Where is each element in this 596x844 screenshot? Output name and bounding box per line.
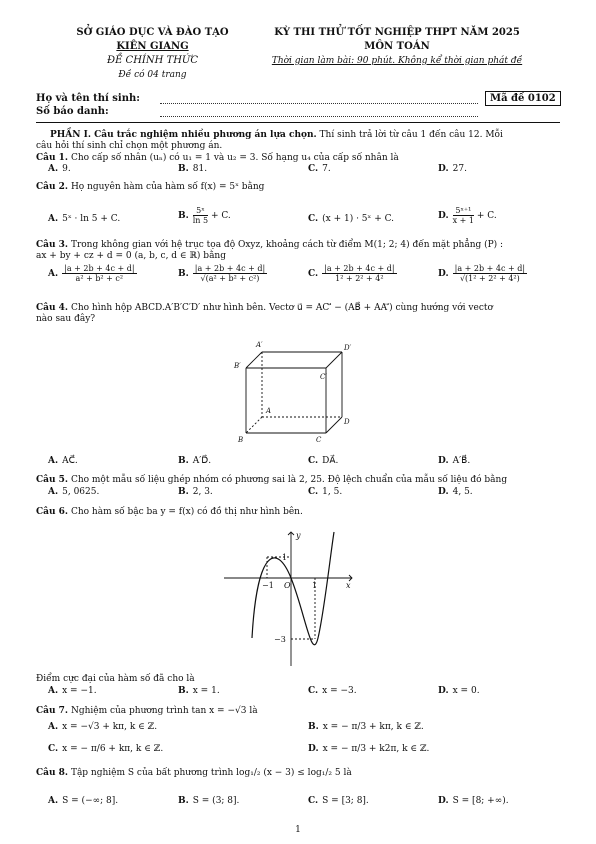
option-text: S = [8; +∞). xyxy=(452,796,509,806)
tick-minus-one: −1 xyxy=(262,581,274,590)
option-text: + C. xyxy=(208,211,231,221)
official-label: ĐỀ CHÍNH THỨC xyxy=(107,55,198,66)
q7-option-a[interactable] xyxy=(48,722,157,733)
tick-one-y: 1 xyxy=(282,553,288,562)
origin-label: O xyxy=(284,581,291,590)
q8-option-b[interactable] xyxy=(178,796,239,807)
option-key: D. xyxy=(438,686,449,696)
y-axis-label: y xyxy=(296,531,301,540)
header-left xyxy=(50,26,255,82)
x-axis-label: x xyxy=(346,581,351,590)
question-2 xyxy=(36,182,560,193)
option-text: 5ˣ · ln 5 + C. xyxy=(62,214,121,224)
option-key: B. xyxy=(178,487,189,497)
question-1 xyxy=(36,153,560,164)
q3-option-b[interactable] xyxy=(178,264,267,283)
q3-option-c[interactable] xyxy=(308,264,397,283)
option-key: B. xyxy=(178,269,189,279)
q7-option-b[interactable] xyxy=(308,722,424,733)
option-text: 1, 5. xyxy=(322,487,343,497)
option-key: C. xyxy=(308,487,319,497)
fraction xyxy=(322,264,396,283)
option-key: D. xyxy=(438,456,449,466)
question-5 xyxy=(36,475,560,486)
question-text: Họ nguyên hàm của hàm số f(x) = 5ˣ bằng xyxy=(68,182,265,192)
page-count: Đề có 04 trang xyxy=(118,70,187,80)
part1-heading xyxy=(50,130,560,141)
option-key: C. xyxy=(308,214,319,224)
option-text: S = (3; 8]. xyxy=(192,796,240,806)
option-key: B. xyxy=(178,456,189,466)
q2-option-b[interactable] xyxy=(178,206,231,225)
vertex-a1: A′ xyxy=(256,341,263,349)
option-key: C. xyxy=(48,744,59,754)
vertex-c1: C′ xyxy=(320,373,327,381)
vertex-a: A xyxy=(266,407,272,415)
part1-title: PHẦN I. Câu trắc nghiệm nhiều phương án lựa chọn. xyxy=(50,130,317,140)
option-text: x = 0. xyxy=(452,686,480,696)
question-text: Cho hàm số bậc ba y = f(x) có đồ thị như hình bên. xyxy=(68,507,303,517)
question-label: Câu 2. xyxy=(36,182,69,192)
option-text: x = −√3 + kπ, k ∈ ℤ. xyxy=(62,722,158,732)
question-4 xyxy=(36,303,560,314)
header-divider xyxy=(36,122,560,123)
option-text: x = − π/3 + kπ, k ∈ ℤ. xyxy=(322,722,424,732)
option-key: C. xyxy=(308,164,319,174)
question-label: Câu 8. xyxy=(36,768,69,778)
option-key: B. xyxy=(178,686,189,696)
option-key: D. xyxy=(438,211,449,221)
q4-option-c[interactable] xyxy=(308,456,338,467)
option-key: A. xyxy=(48,686,59,696)
option-text: (x + 1) · 5ˣ + C. xyxy=(322,214,395,224)
option-text: x = 1. xyxy=(192,686,220,696)
q4-option-a[interactable] xyxy=(48,456,78,467)
q1-option-c[interactable] xyxy=(308,164,331,175)
option-text: 9. xyxy=(62,164,71,174)
q1-option-a[interactable] xyxy=(48,164,71,175)
option-key: D. xyxy=(308,744,319,754)
question-text: Cho một mẫu số liệu ghép nhóm có phương sai là 2, 25. Độ lệch chuẩn của mẫu số liệu đó bằng xyxy=(68,475,508,485)
q1-option-d[interactable] xyxy=(438,164,467,175)
option-text: A′D⃗. xyxy=(192,456,212,466)
question-label: Câu 3. xyxy=(36,240,69,250)
question-label: Câu 7. xyxy=(36,706,69,716)
option-key: B. xyxy=(308,722,319,732)
question-text: Trong không gian với hệ trục tọa độ Oxyz, khoảng cách từ điểm M(1; 2; 4) đến mặt phẳng (P) : xyxy=(68,240,504,250)
option-text: x = − π/6 + kπ, k ∈ ℤ. xyxy=(62,744,164,754)
q2-option-c[interactable] xyxy=(308,214,394,225)
question-7 xyxy=(36,706,560,717)
q6-option-d[interactable] xyxy=(438,686,480,697)
question-label: Câu 1. xyxy=(36,153,69,163)
numerator: |a + 2b + 4c + d| xyxy=(194,264,266,273)
option-key: B. xyxy=(178,211,189,221)
option-text: DA⃗. xyxy=(322,456,339,466)
denominator: a² + b² + c² xyxy=(75,274,124,283)
question-text: Cho cấp số nhân (uₙ) có u₁ = 1 và u₂ = 3. Số hạng u₄ của cấp số nhân là xyxy=(68,153,399,163)
question-label: Câu 6. xyxy=(36,507,69,517)
option-key: A. xyxy=(48,456,59,466)
q4-option-d[interactable] xyxy=(438,456,470,467)
option-text: 5, 0625. xyxy=(62,487,100,497)
question-8 xyxy=(36,768,560,779)
student-id-field[interactable] xyxy=(160,107,478,117)
part1-instructions: Thí sinh trả lời từ câu 1 đến câu 12. Mỗi xyxy=(316,130,503,140)
numerator: 5ˣ⁺¹ xyxy=(453,206,474,216)
q5-option-c[interactable] xyxy=(308,487,342,498)
time-note: Thời gian làm bài: 90 phút. Không kể thời gian phát đề xyxy=(271,56,523,66)
option-text: A′B⃗. xyxy=(452,456,471,466)
q6-option-b[interactable] xyxy=(178,686,220,697)
fraction xyxy=(193,206,208,225)
department-name: SỞ GIÁO DỤC VÀ ĐÀO TẠO xyxy=(76,27,229,38)
question-3 xyxy=(36,240,560,251)
q5-option-a[interactable] xyxy=(48,487,99,498)
option-key: D. xyxy=(438,487,449,497)
edge-d1c1 xyxy=(326,352,342,368)
q6-option-a[interactable] xyxy=(48,686,97,697)
question-3-line2: ax + by + cz + d = 0 (a, b, c, d ∈ ℝ) bằng xyxy=(36,251,226,261)
denominator: ln 5 xyxy=(192,216,209,225)
denominator: 1² + 2² + 4² xyxy=(335,274,384,283)
option-key: B. xyxy=(178,164,189,174)
q8-option-a[interactable] xyxy=(48,796,118,807)
vertex-b1: B′ xyxy=(234,362,241,370)
question-6-prompt: Điểm cực đại của hàm số đã cho là xyxy=(36,674,195,684)
option-text: AC⃗. xyxy=(62,456,78,466)
option-key: C. xyxy=(308,796,319,806)
denominator: √(a² + b² + c²) xyxy=(200,274,260,283)
q2-option-a[interactable] xyxy=(48,214,120,225)
question-label: Câu 4. xyxy=(36,303,69,313)
vertex-b: B xyxy=(238,436,244,444)
option-key: B. xyxy=(178,796,189,806)
option-key: D. xyxy=(438,164,449,174)
cubic-graph-figure xyxy=(222,528,356,670)
option-key: A. xyxy=(48,796,59,806)
option-text: x = − π/3 + k2π, k ∈ ℤ. xyxy=(322,744,430,754)
option-key: D. xyxy=(438,796,449,806)
question-6 xyxy=(36,507,560,518)
q1-option-b[interactable] xyxy=(178,164,207,175)
numerator: 5ˣ xyxy=(193,206,208,216)
tick-one-x: 1 xyxy=(312,581,318,590)
option-text: x = −3. xyxy=(322,686,357,696)
q7-option-d[interactable] xyxy=(308,744,429,755)
page-number: 1 xyxy=(295,825,301,835)
fraction xyxy=(62,264,136,283)
option-key: A. xyxy=(48,164,59,174)
numerator: |a + 2b + 4c + d| xyxy=(324,264,395,273)
vertex-d1: D′ xyxy=(344,344,352,352)
student-name-label: Họ và tên thí sinh: xyxy=(36,93,140,104)
question-label: Câu 5. xyxy=(36,475,69,485)
question-text: Tập nghiệm S của bất phương trình log₁/₂ (x − 3) ≤ log₁/₂ 5 là xyxy=(68,768,352,778)
q8-option-c[interactable] xyxy=(308,796,369,807)
q5-option-d[interactable] xyxy=(438,487,473,498)
fraction xyxy=(453,206,474,225)
q4-option-b[interactable] xyxy=(178,456,211,467)
fraction xyxy=(193,264,267,283)
denominator: √(1² + 2² + 4²) xyxy=(459,274,520,283)
option-text: 27. xyxy=(452,164,467,174)
option-text: 2, 3. xyxy=(192,487,213,497)
option-text: S = (−∞; 8]. xyxy=(62,796,119,806)
subject-name: MÔN TOÁN xyxy=(364,41,430,52)
tick-minus-three: −3 xyxy=(274,635,286,644)
q3-option-a[interactable] xyxy=(48,264,137,283)
exam-title: KỲ THI THỬ TỐT NGHIỆP THPT NĂM 2025 xyxy=(274,27,520,38)
option-text: x = −1. xyxy=(62,686,97,696)
vertex-d: D xyxy=(344,418,350,426)
student-name-field[interactable] xyxy=(160,94,478,104)
q3-option-d[interactable] xyxy=(438,264,527,283)
vertex-c: C xyxy=(316,436,322,444)
question-text: Cho hình hộp ABCD.A′B′C′D′ như hình bên. Vectơ u⃗ = AC′⃗ − (AB⃗ + AA′⃗) cùng hướng với vectơ xyxy=(68,303,493,313)
option-text: 7. xyxy=(322,164,331,174)
option-key: D. xyxy=(438,269,449,279)
q5-option-b[interactable] xyxy=(178,487,213,498)
option-text: 81. xyxy=(192,164,208,174)
question-text: Nghiệm của phương trình tan x = −√3 là xyxy=(68,706,258,716)
edge-a1b1 xyxy=(246,352,262,368)
option-text: S = [3; 8]. xyxy=(322,796,369,806)
parallelepiped-figure xyxy=(232,338,357,446)
q6-option-c[interactable] xyxy=(308,686,357,697)
edge-cd xyxy=(326,417,342,433)
option-key: C. xyxy=(308,269,319,279)
option-key: C. xyxy=(308,456,319,466)
q7-option-c[interactable] xyxy=(48,744,163,755)
q2-option-d[interactable] xyxy=(438,206,497,225)
option-key: A. xyxy=(48,487,59,497)
option-key: A. xyxy=(48,269,59,279)
province-name: KIÊN GIANG xyxy=(116,41,189,52)
option-text: + C. xyxy=(474,211,497,221)
option-key: C. xyxy=(308,686,319,696)
q8-option-d[interactable] xyxy=(438,796,509,807)
option-key: A. xyxy=(48,214,59,224)
student-id-label: Số báo danh: xyxy=(36,106,109,117)
option-key: A. xyxy=(48,722,59,732)
option-text: 4, 5. xyxy=(452,487,473,497)
numerator: |a + 2b + 4c + d| xyxy=(64,264,135,273)
numerator: |a + 2b + 4c + d| xyxy=(454,264,526,273)
edge-ab-hidden xyxy=(246,417,262,433)
fraction xyxy=(453,264,527,283)
exam-code-badge: Mã đề 0102 xyxy=(485,91,561,106)
part1-instructions-2: câu hỏi thí sinh chỉ chọn một phương án. xyxy=(36,141,223,151)
question-4-line2: nào sau đây? xyxy=(36,314,96,324)
header-right xyxy=(247,26,547,68)
denominator: x + 1 xyxy=(452,216,475,225)
